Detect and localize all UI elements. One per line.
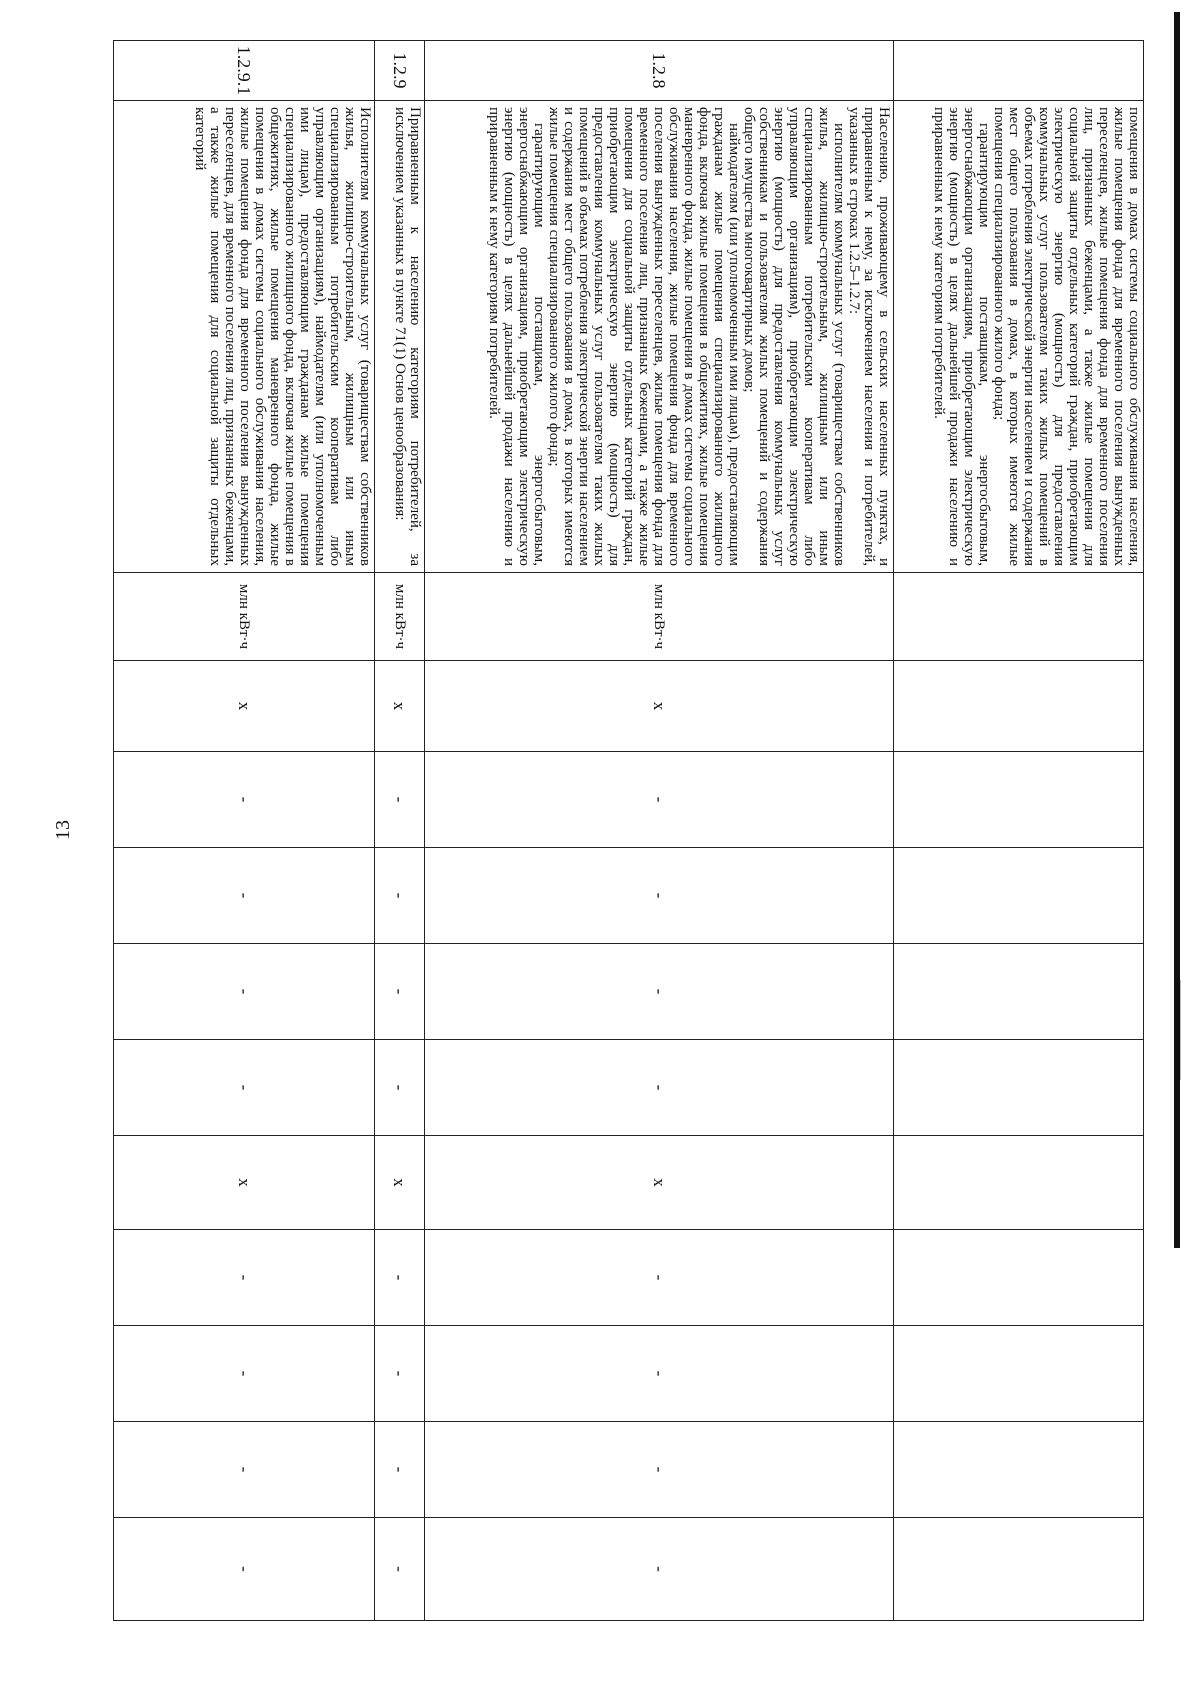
row-code: 1.2.9.1 [114, 41, 375, 101]
scan-edge-line [1180, 980, 1181, 1080]
value-cell: - [375, 1230, 425, 1326]
row-unit: млн кВт·ч [114, 573, 375, 661]
row-description [425, 101, 894, 573]
value-cell: x [375, 661, 425, 752]
description-paragraph: гарантирующим поставщикам, энергосбытовым, энергоснабжающим организациям, приобретающим электрическую энергию (мощность) в целях дальнейшей продажи населению и приравненным к нему категориям потребителей. [931, 107, 992, 566]
row-description [114, 101, 375, 573]
page-number: 13 [52, 820, 74, 840]
value-cell: - [425, 944, 894, 1040]
row-code: 1.2.9 [375, 41, 425, 101]
table-row [894, 41, 1144, 1621]
row-description [894, 101, 1144, 573]
tariff-table [113, 40, 1144, 1621]
value-cell: - [114, 752, 375, 848]
value-cell: - [425, 1230, 894, 1326]
value-cell [894, 752, 1144, 848]
value-cell: - [114, 1230, 375, 1326]
table-row [425, 41, 894, 1621]
row-unit [894, 573, 1144, 661]
value-cell: x [425, 1136, 894, 1230]
value-cell [894, 1422, 1144, 1518]
value-cell: - [375, 1518, 425, 1621]
value-cell: - [425, 752, 894, 848]
row-code [894, 41, 1144, 101]
value-cell: - [425, 1326, 894, 1422]
value-cell: - [375, 752, 425, 848]
rotated-table-container [114, 40, 1144, 1620]
value-cell [894, 848, 1144, 944]
value-cell: - [375, 944, 425, 1040]
value-cell [894, 1040, 1144, 1136]
value-cell: - [114, 1422, 375, 1518]
value-cell: x [114, 661, 375, 752]
value-cell: x [114, 1136, 375, 1230]
description-paragraph: Исполнителям коммунальных услуг (товариществам собственников жилья, жилищно-строительным, жилищным или иным специализированным потребительским кооперативам либо управляющим организациям), наймодателям (или уполномоченным ими лицам), предоставляющим гражданам жилые помещения специализированного жилищного фонда, включая жилые помещения в общежитиях, жилые помещения маневренного фонда, жилые помещения в домах системы социального обслуживания населения, жилые помещения фонда для временного поселения вынужденных переселенцев, для временного поселения лиц, признанных беженцами, а также жилые помещения для социальной защиты отдельных категорий [192, 107, 373, 566]
value-cell: - [425, 1422, 894, 1518]
description-paragraph: Населению, проживающему в сельских населенных пунктах, и приравненным к нему, за исключением населения и потребителей, указанных в строках 1.2.5–1.2.7: [846, 107, 892, 566]
value-cell: - [425, 1518, 894, 1621]
value-cell [894, 1136, 1144, 1230]
row-code: 1.2.8 [425, 41, 894, 101]
value-cell: - [114, 848, 375, 944]
value-cell [894, 1518, 1144, 1621]
value-cell: - [375, 848, 425, 944]
row-description [375, 101, 425, 573]
description-paragraph: исполнителям коммунальных услуг (товариществам собственников жилья, жилищно-строительным, жилищным или иным специализированным потребительским кооперативам либо управляющим организациям), приобретающим электрическую энергию (мощность) для предоставления коммунальных услуг собственникам и пользователям жилых помещений и содержания общего имущества многоквартирных домов; [741, 107, 847, 566]
value-cell: x [425, 661, 894, 752]
value-cell: - [114, 1326, 375, 1422]
value-cell [894, 1326, 1144, 1422]
value-cell [894, 944, 1144, 1040]
value-cell: - [375, 1040, 425, 1136]
row-unit: млн кВт·ч [425, 573, 894, 661]
value-cell: - [375, 1422, 425, 1518]
value-cell: x [375, 1136, 425, 1230]
value-cell: - [425, 848, 894, 944]
value-cell [894, 661, 1144, 752]
value-cell: - [114, 1040, 375, 1136]
value-cell: - [114, 1518, 375, 1621]
value-cell: - [375, 1326, 425, 1422]
value-cell: - [114, 944, 375, 1040]
row-unit: млн кВт·ч [375, 573, 425, 661]
table-row [114, 41, 375, 1621]
table-row [375, 41, 425, 1621]
value-cell [894, 1230, 1144, 1326]
description-paragraph: гарантирующим поставщикам, энергосбытовым, энергоснабжающим организациям, приобретающим электрическую энергию (мощность) в целях дальнейшей продажи населению и приравненным к нему категориям потребителей. [486, 107, 547, 566]
description-paragraph: Приравненным к населению категориям потребителей, за исключением указанных в пункте 71(1) Основ ценообразования: [392, 107, 423, 566]
value-cell: - [425, 1040, 894, 1136]
description-paragraph: помещения в домах системы социального обслуживания населения, жилые помещения фонда для временного поселения вынужденных переселенцев, жилые помещения фонда для временного поселения лиц, признанных беженцами, а также жилые помещения для социальной защиты отдельных категорий граждан, приобретающим электрическую энергию (мощность) для предоставления коммунальных услуг пользователям таких жилых помещений в объемах потребления электрической энергии населением и содержания мест общего пользования в домах, в которых имеются жилые помещения специализированного жилого фонда; [991, 107, 1142, 566]
description-paragraph: наймодателям (или уполномоченным ими лицам), предоставляющим гражданам жилые помещения специализированного жилищного фонда, включая жилые помещения в общежитиях, жилые помещения маневренного фонда, жилые помещения в домах системы социального обслуживания населения, жилые помещения фонда для временного поселения вынужденных переселенцев, жилые помещения фонда для временного поселения лиц, признанных беженцами, а также жилые помещения для социальной защиты отдельных категорий граждан, приобретающим электрическую энергию (мощность) для предоставления коммунальных услуг пользователям таких жилых помещений в объемах потребления электрической энергии населением и содержания мест общего пользования в домах, в которых имеются жилые помещения специализированного жилого фонда; [546, 107, 742, 566]
